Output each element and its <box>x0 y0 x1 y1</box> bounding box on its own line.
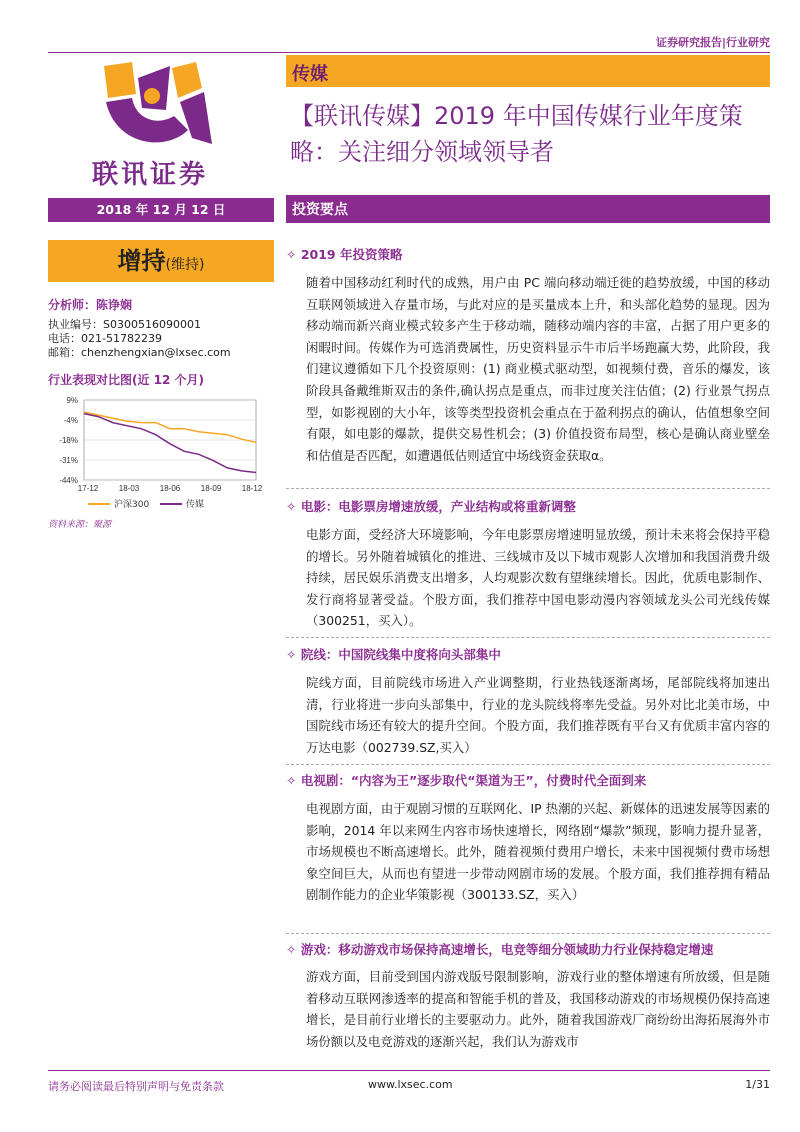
section-label: 投资要点 <box>292 202 348 218</box>
sector-banner <box>286 55 770 87</box>
x-tick-label: 18-12 <box>241 484 263 493</box>
rating-badge <box>48 240 274 282</box>
section-heading-film: ✧ 电影：电影票房增速放缓，产业结构或将重新调整 <box>286 499 576 514</box>
report-title: 【联讯传媒】2019 年中国传媒行业年度策略：关注细分领域领导者 <box>290 102 743 166</box>
report-date: 2018 年 12 月 12 日 <box>48 198 274 222</box>
legend-label: 传媒 <box>186 500 205 510</box>
analyst-name: 分析师：陈诤娴 <box>48 298 133 312</box>
chart-svg <box>48 390 268 515</box>
y-tick-label: -44% <box>59 476 78 485</box>
series-line-传媒 <box>84 414 256 473</box>
footer-website[interactable]: www.lxsec.com <box>368 1078 453 1091</box>
section-body-games: 游戏方面，目前受到国内游戏版号限制影响，游戏行业的整体增速有所放缓，但是随着移动互联网渗透率的提高和智能手机的普及，我国移动游戏的市场规模仍保持高速增长，是目前行业增长的主要驱动力。此外，随着我国游戏厂商纷纷出海拓展海外市场份额以及电竞游戏的逐渐兴起，我们认为游戏市 <box>306 969 770 1049</box>
section-heading-strategy: ✧ 2019 年投资策略 <box>286 247 403 262</box>
section-heading-cinema: ✧ 院线：中国院线集中度将向头部集中 <box>286 647 501 662</box>
sector-label: 传媒 <box>292 64 328 85</box>
section-body-cinema: 院线方面，目前院线市场进入产业调整期，行业热钱逐渐离场，尾部院线将加速出清，行业将进一步向头部集中，行业的龙头院线将率先受益。另外对比北美市场，中国院线市场还有较大的提升空间。个股方面，我们推荐既有平台又有优质丰富内容的万达电影（002739.SZ,买入） <box>306 675 770 755</box>
footer-rule <box>48 1070 770 1071</box>
section-divider <box>286 637 770 638</box>
report-category: 证券研究报告|行业研究 <box>655 36 770 49</box>
section-banner <box>286 195 770 223</box>
section-heading-games: ✧ 游戏：移动游戏市场保持高速增长，电竞等细分领域助力行业保持稳定增速 <box>286 942 714 957</box>
analyst-phone: 电话：021-51782239 <box>48 332 162 345</box>
series-line-沪深300 <box>84 412 256 442</box>
section-body-tv: 电视剧方面，由于观剧习惯的互联网化、IP 热潮的兴起、新媒体的迅速发展等因素的影响，2014 年以来网生内容市场快速增长，网络剧“爆款”频现，影响力提升显著，市场规模也不断高速增长。此外，随着视频付费用户增长，未来中国视频付费市场想象空间巨大，从而也有望进一步带动网剧市场的发展。个股方面，我们推荐拥有精品剧制作能力的企业华策影视（300133.SZ，买入） <box>306 801 770 903</box>
x-tick-label: 18-06 <box>159 484 181 493</box>
rating-main: 增持 <box>117 247 166 275</box>
section-body-film: 电影方面，受经济大环境影响，今年电影票房增速明显放缓，预计未来将会保持平稳的增长。另外随着城镇化的推进、三线城市及以下城市观影人次增加和我国消费升级持续，居民娱乐消费支出增多，人均观影次数有望继续增长。因此，优质电影制作、发行商将显著受益。个股方面，我们推荐中国电影动漫内容领域龙头公司光线传媒（300251，买入）。 <box>306 527 770 629</box>
page-number: 1/31 <box>745 1078 770 1091</box>
analyst-email[interactable]: 邮箱：chenzhengxian@lxsec.com <box>48 346 231 359</box>
logo-text: 联讯证券 <box>92 160 209 190</box>
x-tick-label: 18-03 <box>118 484 140 493</box>
chart-source: 资料来源：聚源 <box>48 520 112 530</box>
rating-sub: (维持) <box>165 257 205 273</box>
section-divider <box>286 488 770 489</box>
x-tick-label: 18-09 <box>200 484 222 493</box>
x-tick-label: 17-12 <box>77 484 99 493</box>
header-rule <box>48 52 770 53</box>
y-tick-label: 9% <box>66 396 78 405</box>
performance-chart <box>48 390 268 519</box>
section-divider <box>286 933 770 934</box>
logo-mark-icon <box>92 58 222 154</box>
footer-disclaimer[interactable]: 请务必阅读最后特别声明与免责条款 <box>48 1080 224 1093</box>
company-logo <box>92 58 222 158</box>
y-tick-label: -18% <box>59 436 78 445</box>
section-heading-tv: ✧ 电视剧：“内容为王”逐步取代“渠道为王”，付费时代全面到来 <box>286 773 647 788</box>
y-tick-label: -31% <box>59 456 78 465</box>
section-divider <box>286 764 770 765</box>
section-body-strategy: 随着中国移动红利时代的成熟，用户由 PC 端向移动端迁徙的趋势放缓，中国的移动互联网领域进入存量市场，与此对应的是买量成本上升，和头部化趋势的显现。因为移动端而新兴商业模式较多产生于移动端，随移动端内容的丰富，占据了用户更多的闲暇时间。传媒作为可选消费属性，历史资料显示牛市后半场跑赢大势，此阶段，我们建议遵循如下几个投资原则：(1) 商业模式驱动型，如视频付费，音乐的爆发，该阶段具备戴维斯双击的条件,确认拐点是重点，而非过度关注估值；(2) 行业景气拐点型，如影视剧的大小年，该等类型投资机会重点在于盈利拐点的确认，估值想象空间有限，如电影的爆款，提供交易性机会；(3) 价值投资布局型，核心是确认商业壁垒和估值是否匹配，如遭遇低估则适宜中场线资金获取α。 <box>306 275 770 463</box>
y-tick-label: -4% <box>63 416 78 425</box>
analyst-license: 执业编号：S0300516090001 <box>48 318 201 331</box>
chart-title: 行业表现对比图(近 12 个月) <box>48 373 205 387</box>
legend-label: 沪深300 <box>114 500 150 510</box>
